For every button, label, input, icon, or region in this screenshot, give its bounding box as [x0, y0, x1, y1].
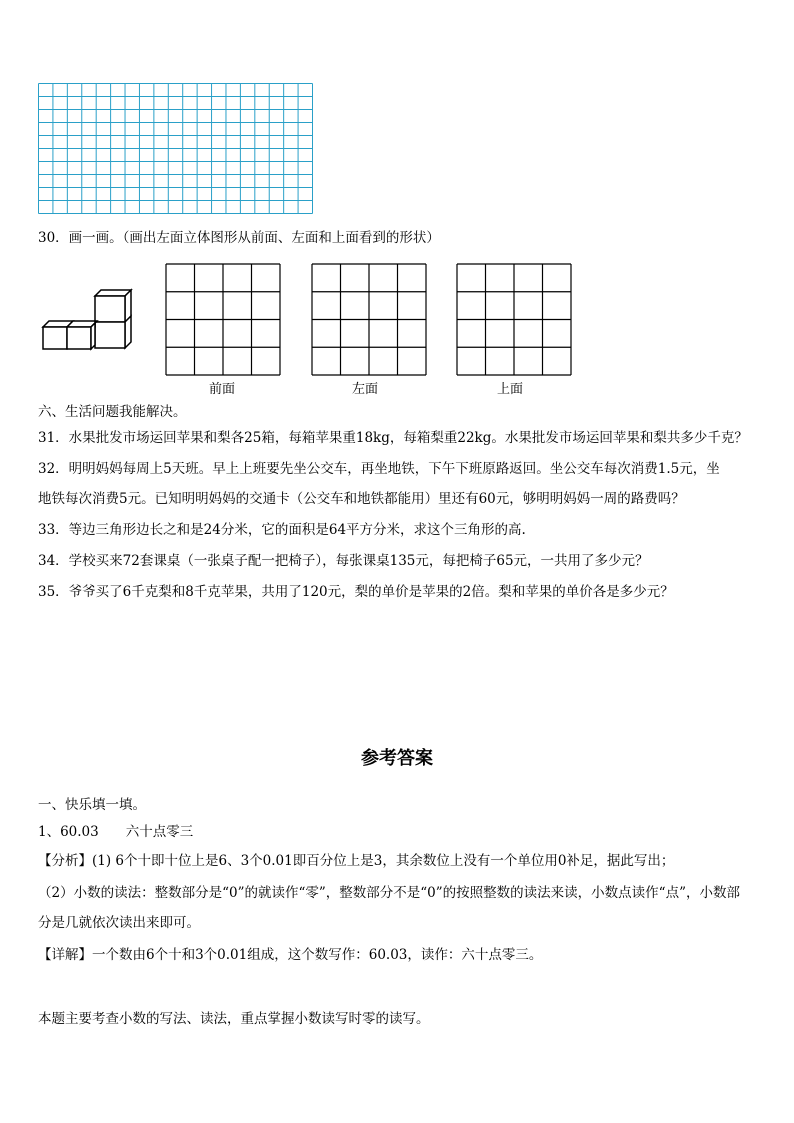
section-6-heading: 六、生活问题我能解决。 — [38, 404, 187, 420]
question-32-line2: 地铁每次消费5元。已知明明妈妈的交通卡（公交车和地铁都能用）里还有60元，够明明妈妈一周的路费吗？ — [38, 491, 685, 507]
cube-figure — [40, 285, 136, 353]
summary-line: 本题主要考查小数的写法、读法，重点掌握小数读写时零的读写。 — [38, 1011, 430, 1027]
question-35: 35．爷爷买了6千克梨和8千克苹果，共用了120元，梨的单价是苹果的2倍。梨和苹果的单价各是多少元？ — [38, 584, 674, 600]
left-view-grid[interactable] — [311, 263, 427, 376]
label-front: 前面 — [209, 382, 236, 397]
analysis-line3: 分是几就依次读出来即可。 — [38, 915, 200, 931]
question-30: 30．画一画。（画出左面立体图形从前面、左面和上面看到的形状） — [38, 230, 440, 246]
top-view-grid[interactable] — [456, 263, 572, 376]
label-top: 上面 — [497, 382, 524, 397]
answer-1: 1、60.03 六十点零三 — [38, 824, 194, 840]
analysis-line2: （2）小数的读法：整数部分是“0”的就读作“零”，整数部分不是“0”的按照整数的读法来读，小数点读作“点”，小数部 — [38, 885, 740, 901]
answers-section-1: 一、快乐填一填。 — [38, 797, 146, 813]
answers-title: 参考答案 — [361, 748, 433, 769]
question-31: 31．水果批发市场运回苹果和梨各25箱，每箱苹果重18kg，每箱梨重22kg。水果批发市场运回苹果和梨共多少千克？ — [38, 430, 748, 446]
analysis-line1: 【分析】(1) 6个十即十位上是6、3个0.01即百分位上是3，其余数位上没有一个单位用0补足，据此写出； — [38, 853, 675, 869]
label-left: 左面 — [352, 382, 379, 397]
writing-grid — [38, 83, 313, 214]
front-view-grid[interactable] — [165, 263, 281, 376]
question-33: 33．等边三角形边长之和是24分米，它的面积是64平方分米，求这个三角形的高. — [38, 522, 526, 538]
detail-line: 【详解】一个数由6个十和3个0.01组成，这个数写作：60.03，读作：六十点零三。 — [38, 947, 543, 963]
question-32-line1: 32．明明妈妈每周上5天班。早上上班要先坐公交车，再坐地铁，下午下班原路返回。坐公交车每次消费1.5元，坐 — [38, 461, 720, 477]
question-34: 34．学校买来72套课桌（一张桌子配一把椅子），每张课桌135元，每把椅子65元，一共用了多少元？ — [38, 553, 649, 569]
